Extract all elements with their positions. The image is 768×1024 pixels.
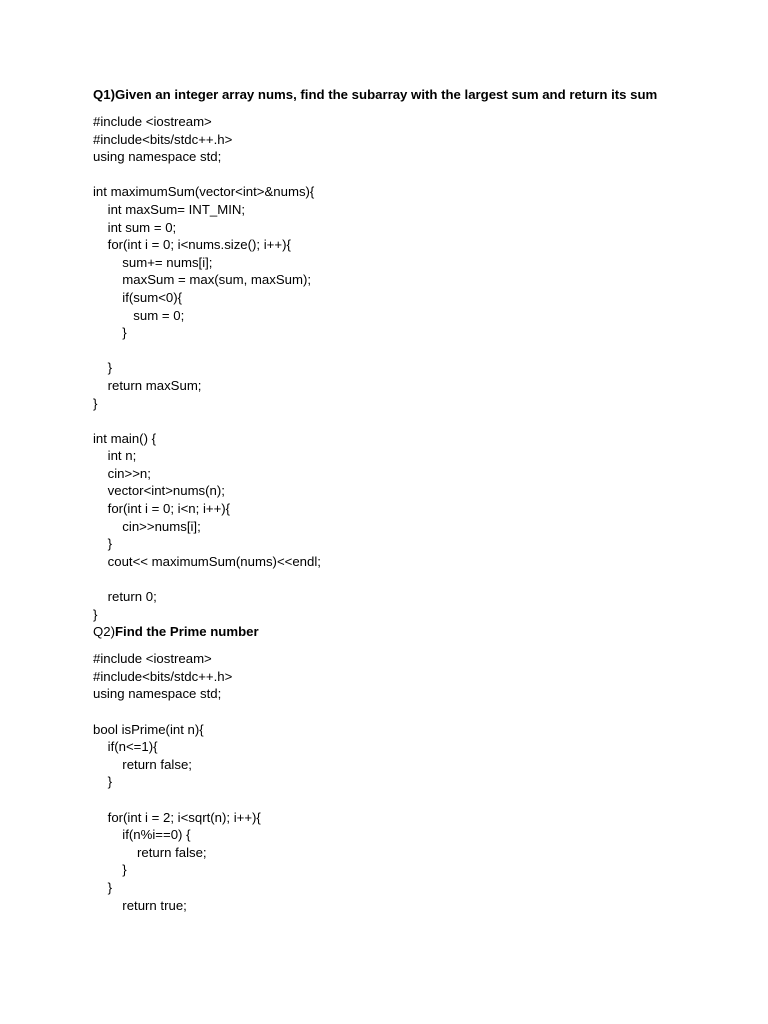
q2-code-block xyxy=(93,650,713,914)
code-line xyxy=(93,412,713,430)
code-line: #include <iostream> xyxy=(93,651,212,667)
code-line: using namespace std; xyxy=(93,149,222,165)
code-line: } xyxy=(93,360,113,376)
code-line xyxy=(93,791,713,809)
code-line: for(int i = 2; i<sqrt(n); i++){ xyxy=(93,809,261,825)
code-line: int maxSum= INT_MIN; xyxy=(93,201,246,217)
code-line: using namespace std; xyxy=(93,686,222,702)
code-line: return 0; xyxy=(93,589,157,605)
code-line: int maximumSum(vector<int>&nums){ xyxy=(93,184,315,200)
code-line: sum+= nums[i]; xyxy=(93,254,213,270)
code-line: if(sum<0){ xyxy=(93,289,183,305)
q2-heading xyxy=(93,623,713,641)
code-line: int main() { xyxy=(93,430,157,446)
code-line xyxy=(93,570,713,588)
code-line: return false; xyxy=(93,756,192,772)
code-line: bool isPrime(int n){ xyxy=(93,721,204,737)
q2-heading-title: Find the Prime number xyxy=(114,624,259,640)
q2-heading-prefix: Q2) xyxy=(93,624,115,640)
code-line: } xyxy=(93,325,127,341)
q1-heading: Q1)Given an integer array nums, find the subarray with the largest sum and return its sum xyxy=(93,87,658,102)
q1-code-block xyxy=(93,113,713,623)
code-line: for(int i = 0; i<nums.size(); i++){ xyxy=(93,237,291,253)
code-line: #include<bits/stdc++.h> xyxy=(93,668,233,684)
code-line: if(n%i==0) { xyxy=(93,827,191,843)
code-line: int sum = 0; xyxy=(93,219,177,235)
code-line: cin>>n; xyxy=(93,465,151,481)
code-line: #include <iostream> xyxy=(93,114,212,129)
code-line: if(n<=1){ xyxy=(93,739,158,755)
code-line: for(int i = 0; i<n; i++){ xyxy=(93,501,231,517)
code-line: #include<bits/stdc++.h> xyxy=(93,131,233,147)
code-line: return maxSum; xyxy=(93,377,202,393)
code-line: } xyxy=(93,879,113,895)
code-line xyxy=(93,703,713,721)
code-line: } xyxy=(93,774,113,790)
code-line: int n; xyxy=(93,448,137,464)
code-line: cin>>nums[i]; xyxy=(93,518,201,534)
code-line: return true; xyxy=(93,897,187,913)
code-line: vector<int>nums(n); xyxy=(93,483,225,499)
spacer xyxy=(93,104,713,113)
code-line xyxy=(93,342,713,360)
spacer xyxy=(93,641,713,650)
code-line: } xyxy=(93,862,127,878)
code-line: maxSum = max(sum, maxSum); xyxy=(93,272,311,288)
document-content xyxy=(93,86,713,914)
code-line: sum = 0; xyxy=(93,307,185,323)
code-line: } xyxy=(93,395,98,411)
code-line xyxy=(93,166,713,184)
code-line: cout<< maximumSum(nums)<<endl; xyxy=(93,553,321,569)
code-line: } xyxy=(93,606,98,622)
code-line: } xyxy=(93,536,113,552)
code-line: return false; xyxy=(93,844,207,860)
